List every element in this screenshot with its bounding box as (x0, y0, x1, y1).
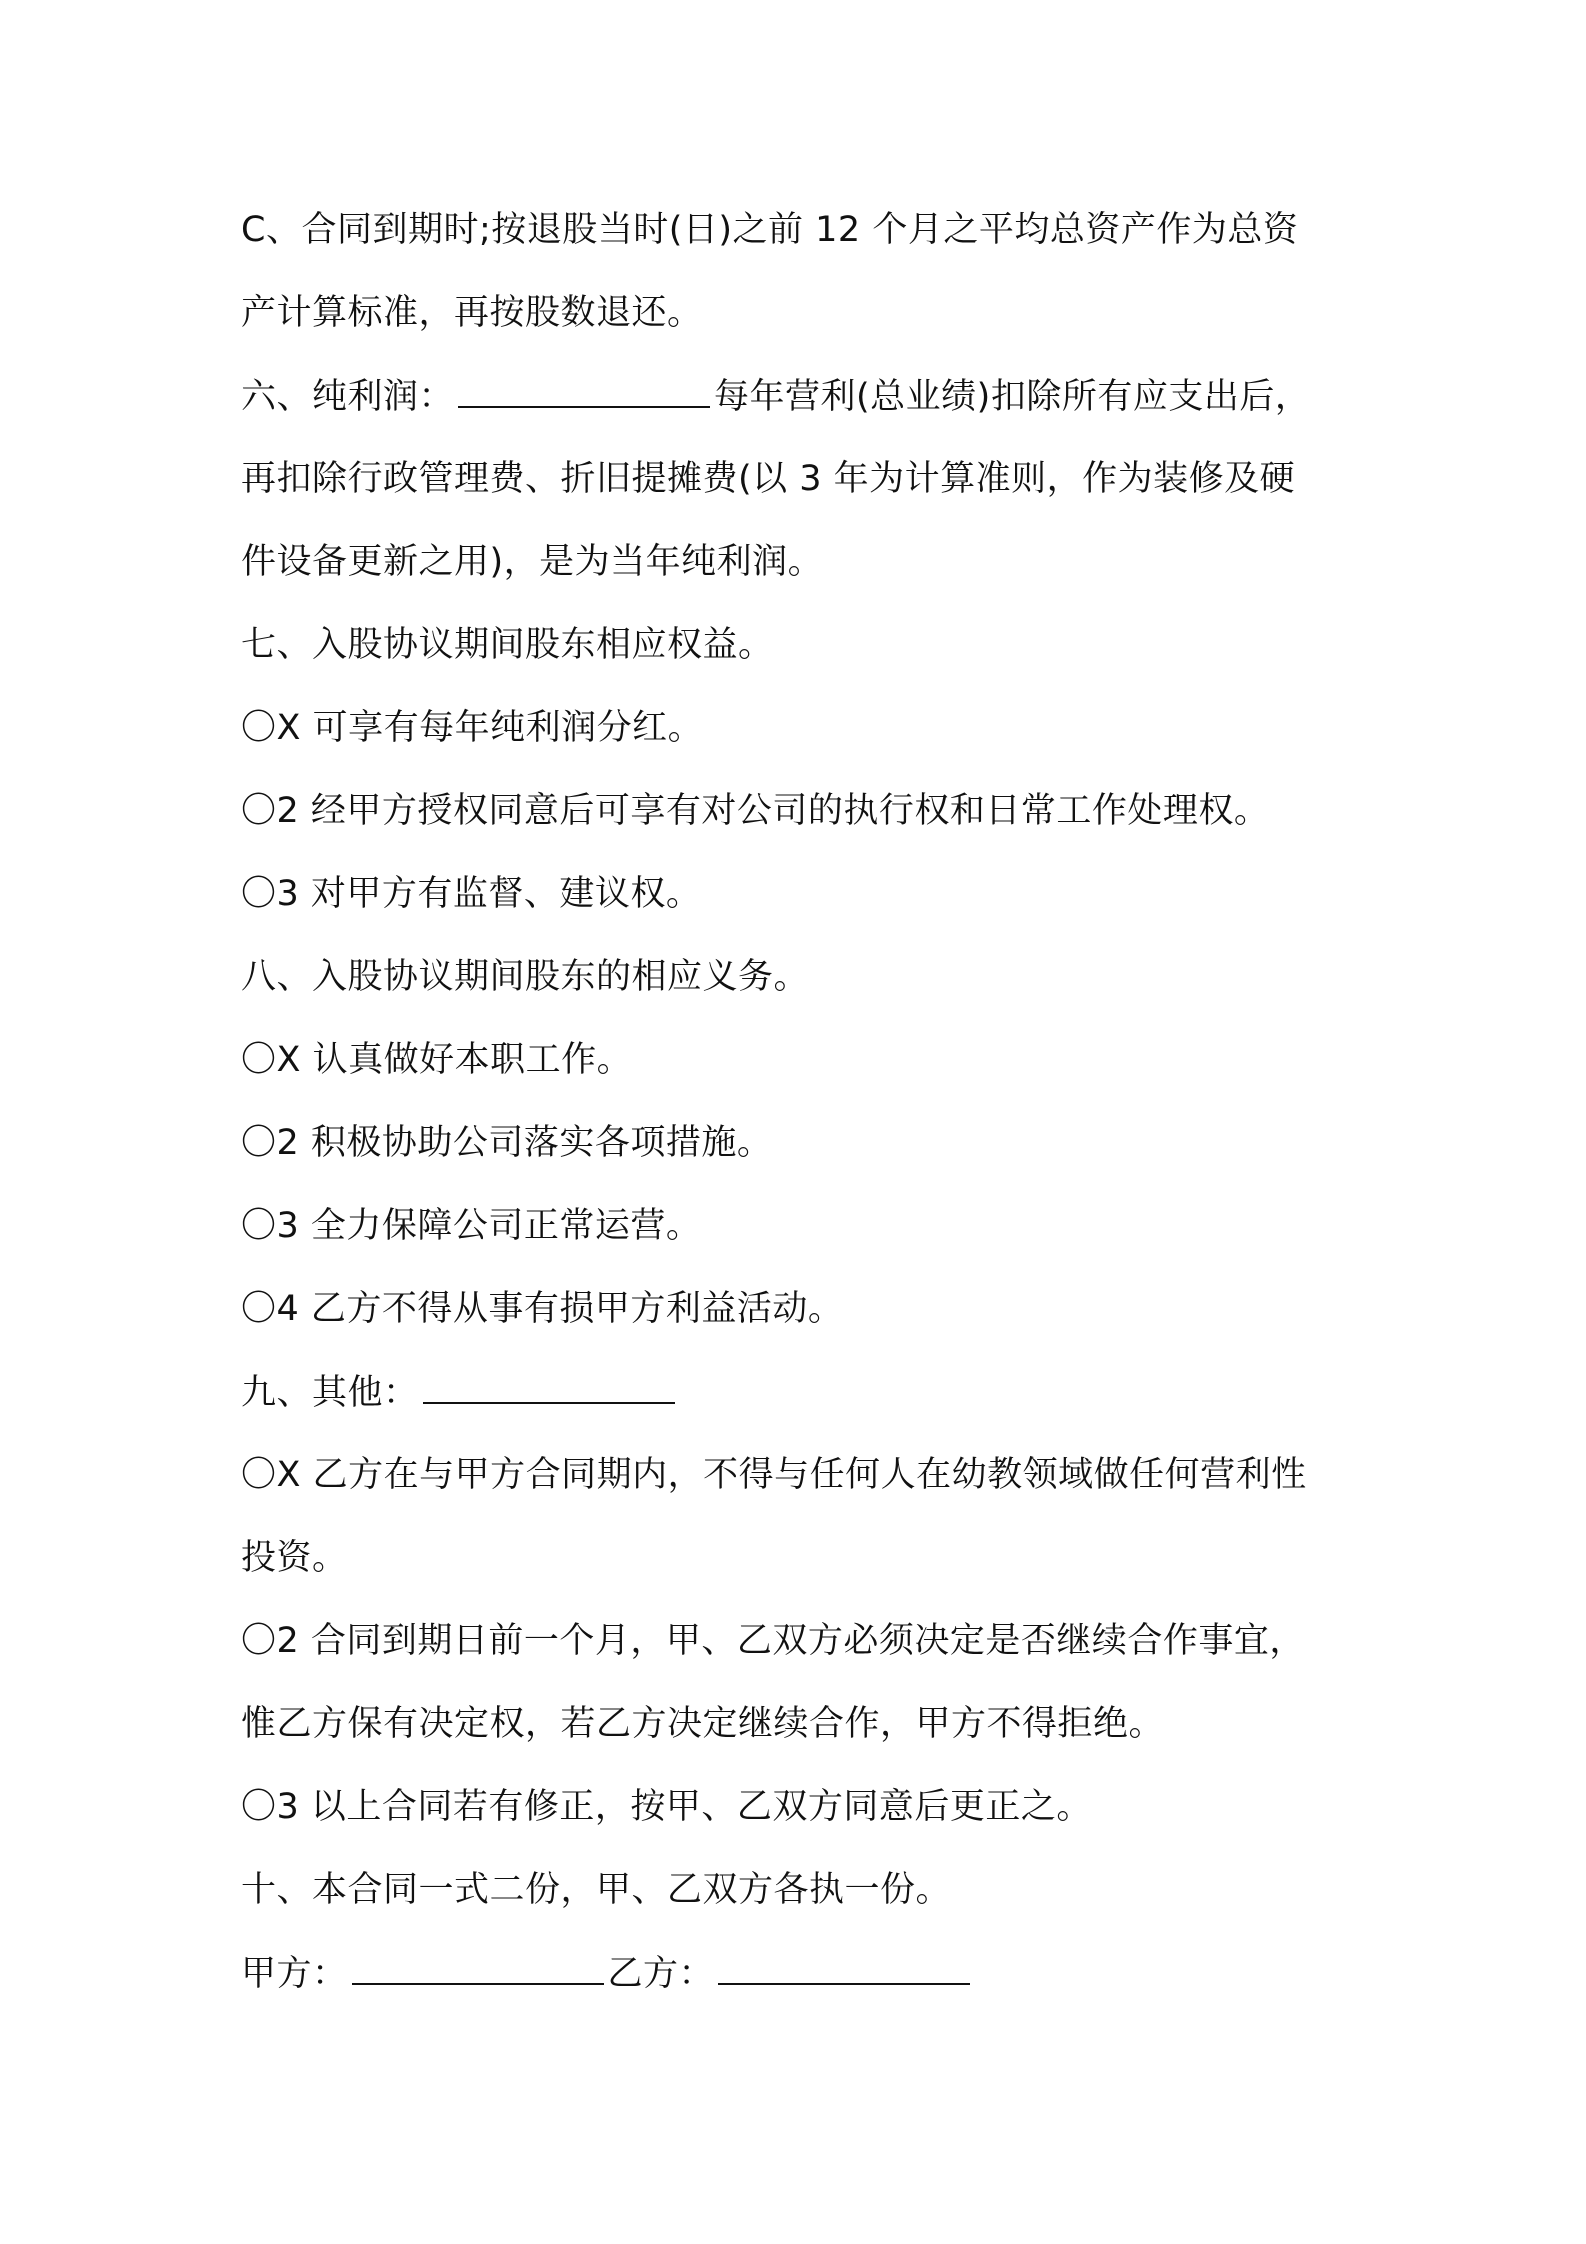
text: 〇3 全力保障公司正常运营。 (241, 1206, 702, 1246)
party-a-blank (352, 1949, 604, 1985)
text: 产计算标准，再按股数退还。 (241, 293, 703, 333)
section-9-item-3 (241, 1783, 1092, 1831)
text: 件设备更新之用)，是为当年纯利润。 (241, 542, 824, 582)
text: 〇2 合同到期日前一个月，甲、乙双方必须决定是否继续合作事宜， (241, 1621, 1305, 1661)
text: 〇3 对甲方有监督、建议权。 (241, 874, 702, 914)
section-8-item-1 (241, 1036, 632, 1084)
party-a-label: 甲方： (241, 1954, 348, 1994)
text: 〇X 乙方在与甲方合同期内，不得与任何人在幼教领域做任何营利性 (241, 1455, 1307, 1495)
section-8-item-2 (241, 1119, 772, 1167)
clause-c-line-2 (241, 289, 703, 337)
net-profit-blank (458, 372, 710, 408)
section-8-heading (241, 953, 809, 1001)
text: 〇4 乙方不得从事有损甲方利益活动。 (241, 1289, 844, 1329)
section-8-item-3 (241, 1202, 701, 1250)
section-6-text: 每年营利(总业绩)扣除所有应支出后， (714, 377, 1311, 417)
clause-c-line-1 (241, 206, 1298, 254)
section-7-item-1 (241, 704, 703, 752)
section-9-label: 九、其他： (241, 1373, 419, 1413)
section-8-item-4 (241, 1285, 843, 1333)
party-b-blank (718, 1949, 970, 1985)
section-6-line-2 (241, 455, 1295, 503)
text: 七、入股协议期间股东相应权益。 (241, 625, 774, 665)
text: C、合同到期时;按退股当时(日)之前 12 个月之平均总资产作为总资 (241, 210, 1299, 250)
text: 投资。 (241, 1538, 348, 1578)
text: 再扣除行政管理费、折旧提摊费(以 3 年为计算准则，作为装修及硬 (241, 459, 1296, 499)
signature-line (241, 1949, 974, 1998)
section-6-heading (241, 372, 1310, 421)
party-b-label: 乙方： (607, 1954, 715, 1994)
section-6-line-3 (241, 538, 823, 586)
text: 〇3 以上合同若有修正，按甲、乙双方同意后更正之。 (241, 1787, 1092, 1827)
text: 〇X 认真做好本职工作。 (241, 1040, 633, 1080)
section-9-heading (241, 1368, 679, 1417)
section-9-item-2-line-1 (241, 1617, 1305, 1665)
section-7-item-2 (241, 787, 1269, 835)
text: 惟乙方保有决定权，若乙方决定继续合作，甲方不得拒绝。 (241, 1704, 1165, 1744)
section-6-label: 六、纯利润： (241, 377, 455, 417)
other-blank (423, 1368, 675, 1404)
text: 八、入股协议期间股东的相应义务。 (241, 957, 810, 997)
text: 〇X 可享有每年纯利润分红。 (241, 708, 704, 748)
text: 〇2 积极协助公司落实各项措施。 (241, 1123, 773, 1163)
section-9-item-2-line-2 (241, 1700, 1164, 1748)
section-7-item-3 (241, 870, 701, 918)
section-9-item-1-line-2 (241, 1534, 348, 1582)
text: 十、本合同一式二份，甲、乙双方各执一份。 (241, 1870, 952, 1910)
section-9-item-1-line-1 (241, 1451, 1307, 1499)
text: 〇2 经甲方授权同意后可享有对公司的执行权和日常工作处理权。 (241, 791, 1270, 831)
section-10-heading (241, 1866, 951, 1914)
section-7-heading (241, 621, 774, 669)
